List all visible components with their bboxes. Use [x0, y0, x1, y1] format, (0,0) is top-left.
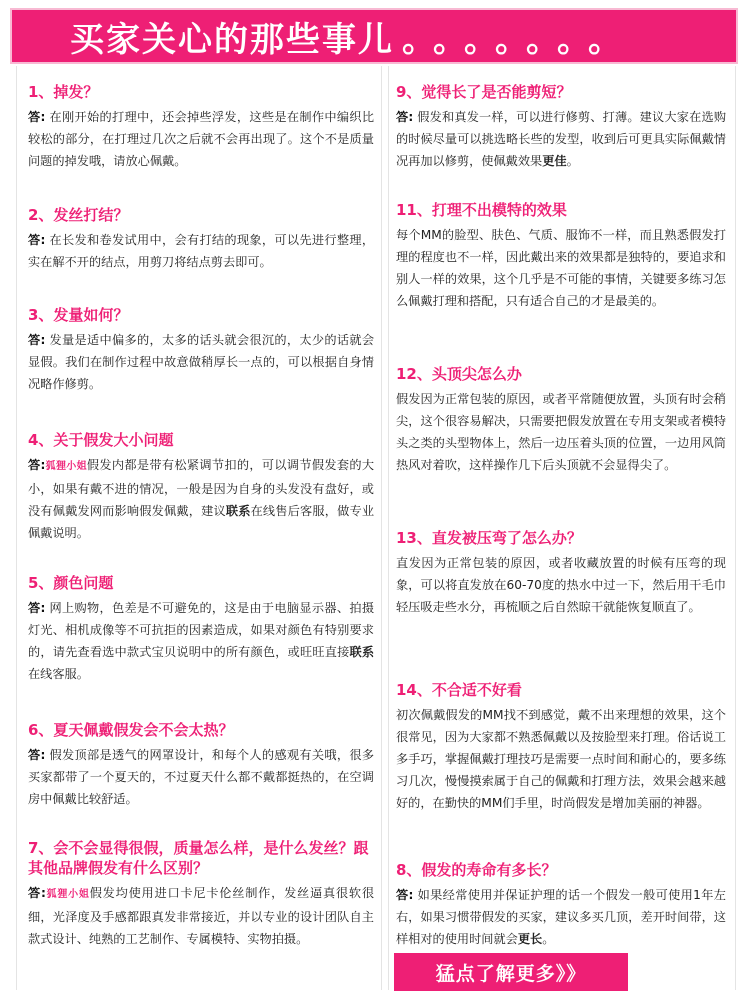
learn-more-button[interactable]: 猛点了解更多》》 [394, 953, 628, 991]
answer-text: 假发均使用进口卡尼卡伦丝制作，发丝逼真很软很细，光泽度及手感都跟真发非常接近，并以专业的设计团队自主款式设计、纯熟的工艺制作、专属模特、实物拍摄。 [28, 886, 375, 946]
faq-answer [28, 106, 374, 172]
faq-item-6 [28, 720, 374, 810]
faq-question: 6、夏天佩戴假发会不会太热？ [28, 721, 234, 739]
faq-answer [28, 454, 374, 544]
answer-text: 发量是适中偏多的，太多的话头就会很沉的，太少的话就会显假。我们在制作过程中故意做稍厚长一点的，可以根据自身情况略作修剪。 [28, 333, 375, 391]
faq-item-1 [28, 82, 374, 172]
answer-text-end: 。 [566, 154, 579, 168]
faq-answer [28, 597, 374, 685]
header-banner [10, 8, 738, 64]
faq-answer: 初次佩戴假发的MM找不到感觉，戴不出来理想的效果，这个很常见，因为大家都不熟悉佩戴以及按脸型来打理。俗话说工多手巧，掌握佩戴打理技巧是需要一点时间和耐心的，要多练习几次，慢慢摸索属于自己的佩戴和打理方法，效果会越来越好的，在勤快的MM们手里，时尚假发是增加美丽的神器。 [396, 708, 726, 810]
faq-answer [28, 229, 374, 273]
answer-text-end: 。 [542, 932, 555, 946]
brand-name: 狐狸小姐 [45, 889, 90, 900]
answer-tag: 答: [28, 748, 46, 762]
faq-question: 13、直发被压弯了怎么办？ [396, 529, 582, 547]
faq-item-7 [28, 838, 374, 950]
answer-emphasis: 联系 [225, 504, 251, 518]
faq-answer [28, 744, 374, 810]
answer-emphasis: 更佳 [542, 154, 567, 168]
answer-tag: 答: [28, 601, 46, 615]
answer-tag: 答: [28, 233, 46, 247]
faq-question: 11、打理不出模特的效果 [396, 201, 567, 219]
answer-text: 假发内都是带有松紧调节扣的，可以调节假发套的大小，如果有戴不进的情况，一般是因为自身的头发没有盘好，或没有佩戴发网而影响假发佩戴，建议 [28, 458, 375, 518]
faq-item-8 [396, 860, 726, 950]
answer-tag: 答: [396, 110, 414, 124]
faq-item-12 [396, 364, 726, 476]
faq-question: 2、发丝打结？ [28, 206, 129, 224]
faq-answer [28, 329, 374, 395]
answer-text: 在长发和卷发试用中，会有打结的现象，可以先进行整理，实在解不开的结点，用剪刀将结点剪去即可。 [28, 233, 375, 269]
faq-question: 1、掉发？ [28, 83, 99, 101]
faq-question: 5、颜色问题 [28, 574, 114, 592]
answer-text: 网上购物，色差是不可避免的，这是由于电脑显示器、拍摄灯光、相机成像等不可抗拒的因素造成，如果对颜色有特别要求的，请先查看选中款式宝贝说明中的所有颜色，或旺旺直接 [28, 601, 375, 659]
answer-emphasis: 联系 [349, 645, 375, 659]
faq-item-3 [28, 305, 374, 395]
faq-question: 8、假发的寿命有多长？ [396, 861, 557, 879]
answer-emphasis: 更长 [517, 932, 543, 946]
faq-item-11 [396, 200, 726, 312]
answer-text: 在刚开始的打理中，还会掉些浮发，这些是在制作中编织比较松的部分，在打理过几次之后就不会再出现了。这个不是质量问题的掉发哦，请放心佩戴。 [28, 110, 375, 168]
faq-item-14 [396, 680, 726, 814]
answer-text-end: 在线售后客服，做专业佩戴说明。 [28, 504, 375, 540]
answer-text: 假发和真发一样，可以进行修剪、打薄。建议大家在选购的时候尽量可以挑选略长些的发型，收到后可更具实际佩戴情况再加以修剪，使佩戴效果 [396, 110, 727, 168]
faq-question: 14、不合适不好看 [396, 681, 522, 699]
page-title: 买家关心的那些事儿 [70, 19, 394, 60]
faq-answer: 假发因为正常包装的原因，或者平常随便放置，头顶有时会稍尖，这个很容易解决，只需要把假发放置在专用支架或者模特头之类的头型物体上，然后一边压着头顶的位置，一边用风筒热风对着吹，这样操作几下后头顶就不会显得尖了。 [396, 392, 726, 472]
faq-question: 12、头顶尖怎么办 [396, 365, 522, 383]
faq-item-2 [28, 205, 374, 273]
answer-tag: 答: [396, 888, 414, 902]
faq-answer [28, 882, 374, 950]
faq-question: 3、发量如何？ [28, 306, 129, 324]
faq-question: 9、觉得长了是否能剪短？ [396, 83, 572, 101]
faq-answer: 直发因为正常包装的原因，或者收藏放置的时候有压弯的现象，可以将直发放在60-70度的热水中过一下，然后用干毛巾轻压吸走些水分，再梳顺之后自然晾干就能恢复顺直了。 [396, 556, 726, 614]
faq-answer [396, 884, 726, 950]
answer-tag: 答: [28, 886, 46, 900]
answer-tag: 答: [28, 458, 46, 472]
answer-text: 如果经常使用并保证护理的话一个假发一般可使用1年左右，如果习惯带假发的买家，建议多买几顶，差开时间带，这样相对的使用时间就会 [396, 888, 726, 946]
faq-answer: 每个MM的脸型、肤色、气质、服饰不一样，而且熟悉假发打理的程度也不一样，因此戴出来的效果都是独特的，要追求和别人一样的效果，这个几乎是不可能的事情，关键要多练习怎么佩戴打理和搭配，只有适合自己的才是最美的。 [396, 228, 726, 308]
title-dots: 。。。。。。。 [402, 19, 636, 60]
faq-item-4 [28, 430, 374, 544]
answer-text: 假发顶部是透气的网罩设计，和每个人的感观有关哦，很多买家都带了一个夏天的，不过夏天什么都不戴都挺热的，在空调房中佩戴比较舒适。 [28, 748, 375, 806]
answer-text-end: 在线客服。 [28, 667, 89, 681]
brand-name: 狐狸小姐 [45, 461, 87, 472]
answer-tag: 答: [28, 333, 46, 347]
faq-item-5 [28, 573, 374, 685]
faq-item-9 [396, 82, 726, 172]
faq-question: 4、关于假发大小问题 [28, 431, 174, 449]
faq-question: 7、会不会显得很假，质量怎么样，是什么发丝？跟其他品牌假发有什么区别？ [28, 839, 369, 877]
answer-tag: 答: [28, 110, 46, 124]
faq-answer [396, 106, 726, 172]
faq-item-13 [396, 528, 726, 618]
